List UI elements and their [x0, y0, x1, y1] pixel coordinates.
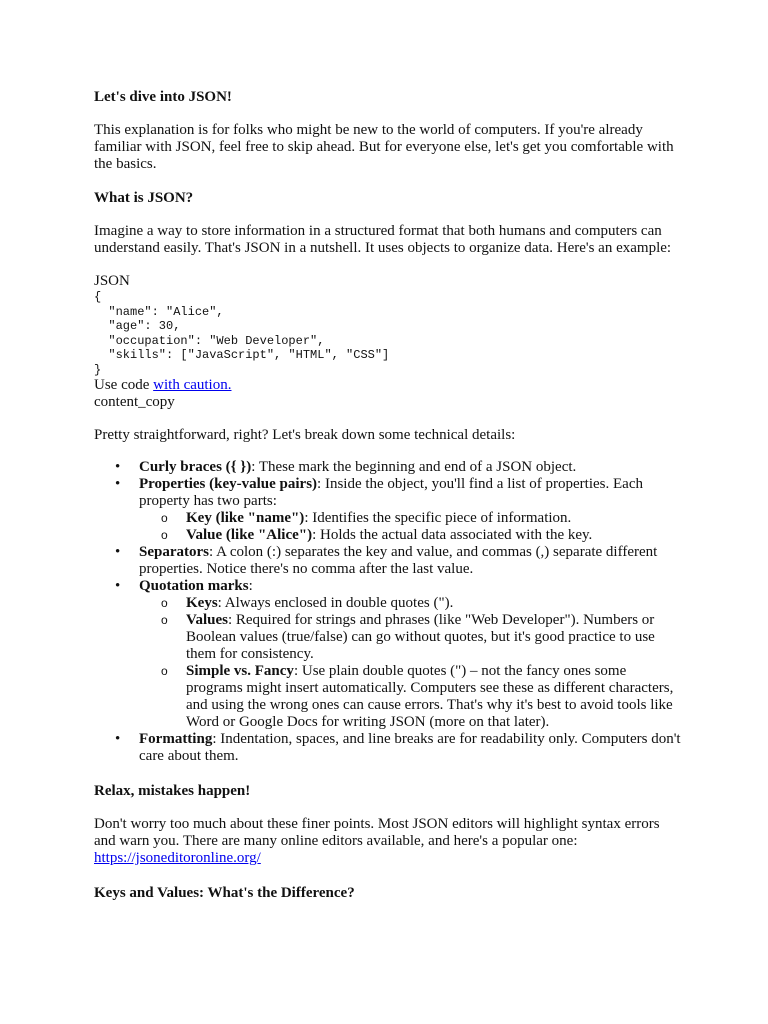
term-separators: Separators [139, 544, 209, 560]
text-properties: : Inside the object, you'll find a list of properties. Each property has two parts: [139, 476, 643, 509]
text-curly-braces: : These mark the beginning and end of a JSON object. [251, 459, 577, 475]
term-value: Value (like "Alice") [186, 527, 313, 543]
text-values: : Required for strings and phrases (like "Web Developer"). Numbers or Boolean values (true/false) can go without quotes, but it's good practice to use them for consistency. [186, 612, 655, 662]
sublist-item-key [139, 510, 684, 527]
text-value: : Holds the actual data associated with the key. [312, 527, 593, 543]
term-keys: Keys [186, 595, 218, 611]
heading-keys-and-values: Keys and Values: What's the Difference? [94, 885, 355, 901]
term-formatting: Formatting [139, 731, 213, 747]
sublist-item-keys [139, 595, 684, 612]
list-item-formatting [94, 731, 684, 765]
relax-paragraph [94, 816, 684, 867]
sublist-item-values [139, 612, 684, 663]
term-curly-braces: Curly braces ({ }) [139, 459, 252, 475]
term-key: Key (like "name") [186, 510, 305, 526]
what-paragraph: Imagine a way to store information in a structured format that both humans and computers can understand easily. That's JSON in a nutshell. It uses objects to organize data. Here's an example: [94, 223, 672, 256]
list-item-separators [94, 544, 684, 578]
code-language-label: JSON [94, 273, 130, 289]
heading-relax: Relax, mistakes happen! [94, 783, 251, 799]
text-keys: : Always enclosed in double quotes ("). [217, 595, 454, 611]
caution-link[interactable]: with caution. [153, 377, 232, 393]
text-formatting: : Indentation, spaces, and line breaks are for readability only. Computers don't care about them. [139, 731, 681, 764]
list-item-curly-braces [94, 459, 684, 476]
term-values: Values [186, 612, 228, 628]
heading-what-is-json: What is JSON? [94, 190, 194, 206]
details-list [94, 459, 684, 765]
list-item-quotation-marks [94, 578, 684, 731]
content-copy-icon[interactable]: content_copy [94, 394, 175, 410]
document-page [94, 88, 684, 902]
sublist-item-value [139, 527, 684, 544]
quotes-sublist [139, 595, 684, 731]
caution-prefix: Use code [94, 377, 154, 393]
term-properties: Properties (key-value pairs) [139, 476, 318, 492]
heading-intro: Let's dive into JSON! [94, 89, 232, 105]
list-item-properties [94, 476, 684, 544]
text-separators: : A colon (:) separates the key and value, and commas (,) separate different properties. Notice there's no comma after the last value. [139, 544, 658, 577]
code-block: { "name": "Alice", "age": 30, "occupation": "Web Developer", "skills": ["JavaScript", "HTML", "CSS"] } [94, 290, 390, 377]
jsoneditor-link[interactable]: https://jsoneditoronline.org/ [94, 850, 261, 866]
intro-paragraph: This explanation is for folks who might be new to the world of computers. If you're already familiar with JSON, feel free to skip ahead. But for everyone else, let's get you comfortable with the basics. [94, 122, 674, 172]
code-caution-line [94, 377, 684, 394]
properties-sublist [139, 510, 684, 544]
term-quotation-marks: Quotation marks [139, 578, 249, 594]
sublist-item-simple-vs-fancy [139, 663, 684, 731]
term-simple-vs-fancy: Simple vs. Fancy [186, 663, 294, 679]
text-key: : Identifies the specific piece of information. [304, 510, 572, 526]
text-simple-vs-fancy: : Use plain double quotes (") – not the fancy ones some programs might insert automatically. Computers see these as different characters, and using the wrong ones can cause errors. That's why it's best to avoid tools like Word or Google Docs for writing JSON (more on that later). [186, 663, 674, 730]
breakdown-intro: Pretty straightforward, right? Let's break down some technical details: [94, 427, 516, 443]
code-example [94, 273, 684, 411]
relax-text: Don't worry too much about these finer points. Most JSON editors will highlight syntax errors and warn you. There are many online editors available, and here's a popular one: [94, 816, 660, 849]
text-quotation-marks: : [248, 578, 253, 594]
